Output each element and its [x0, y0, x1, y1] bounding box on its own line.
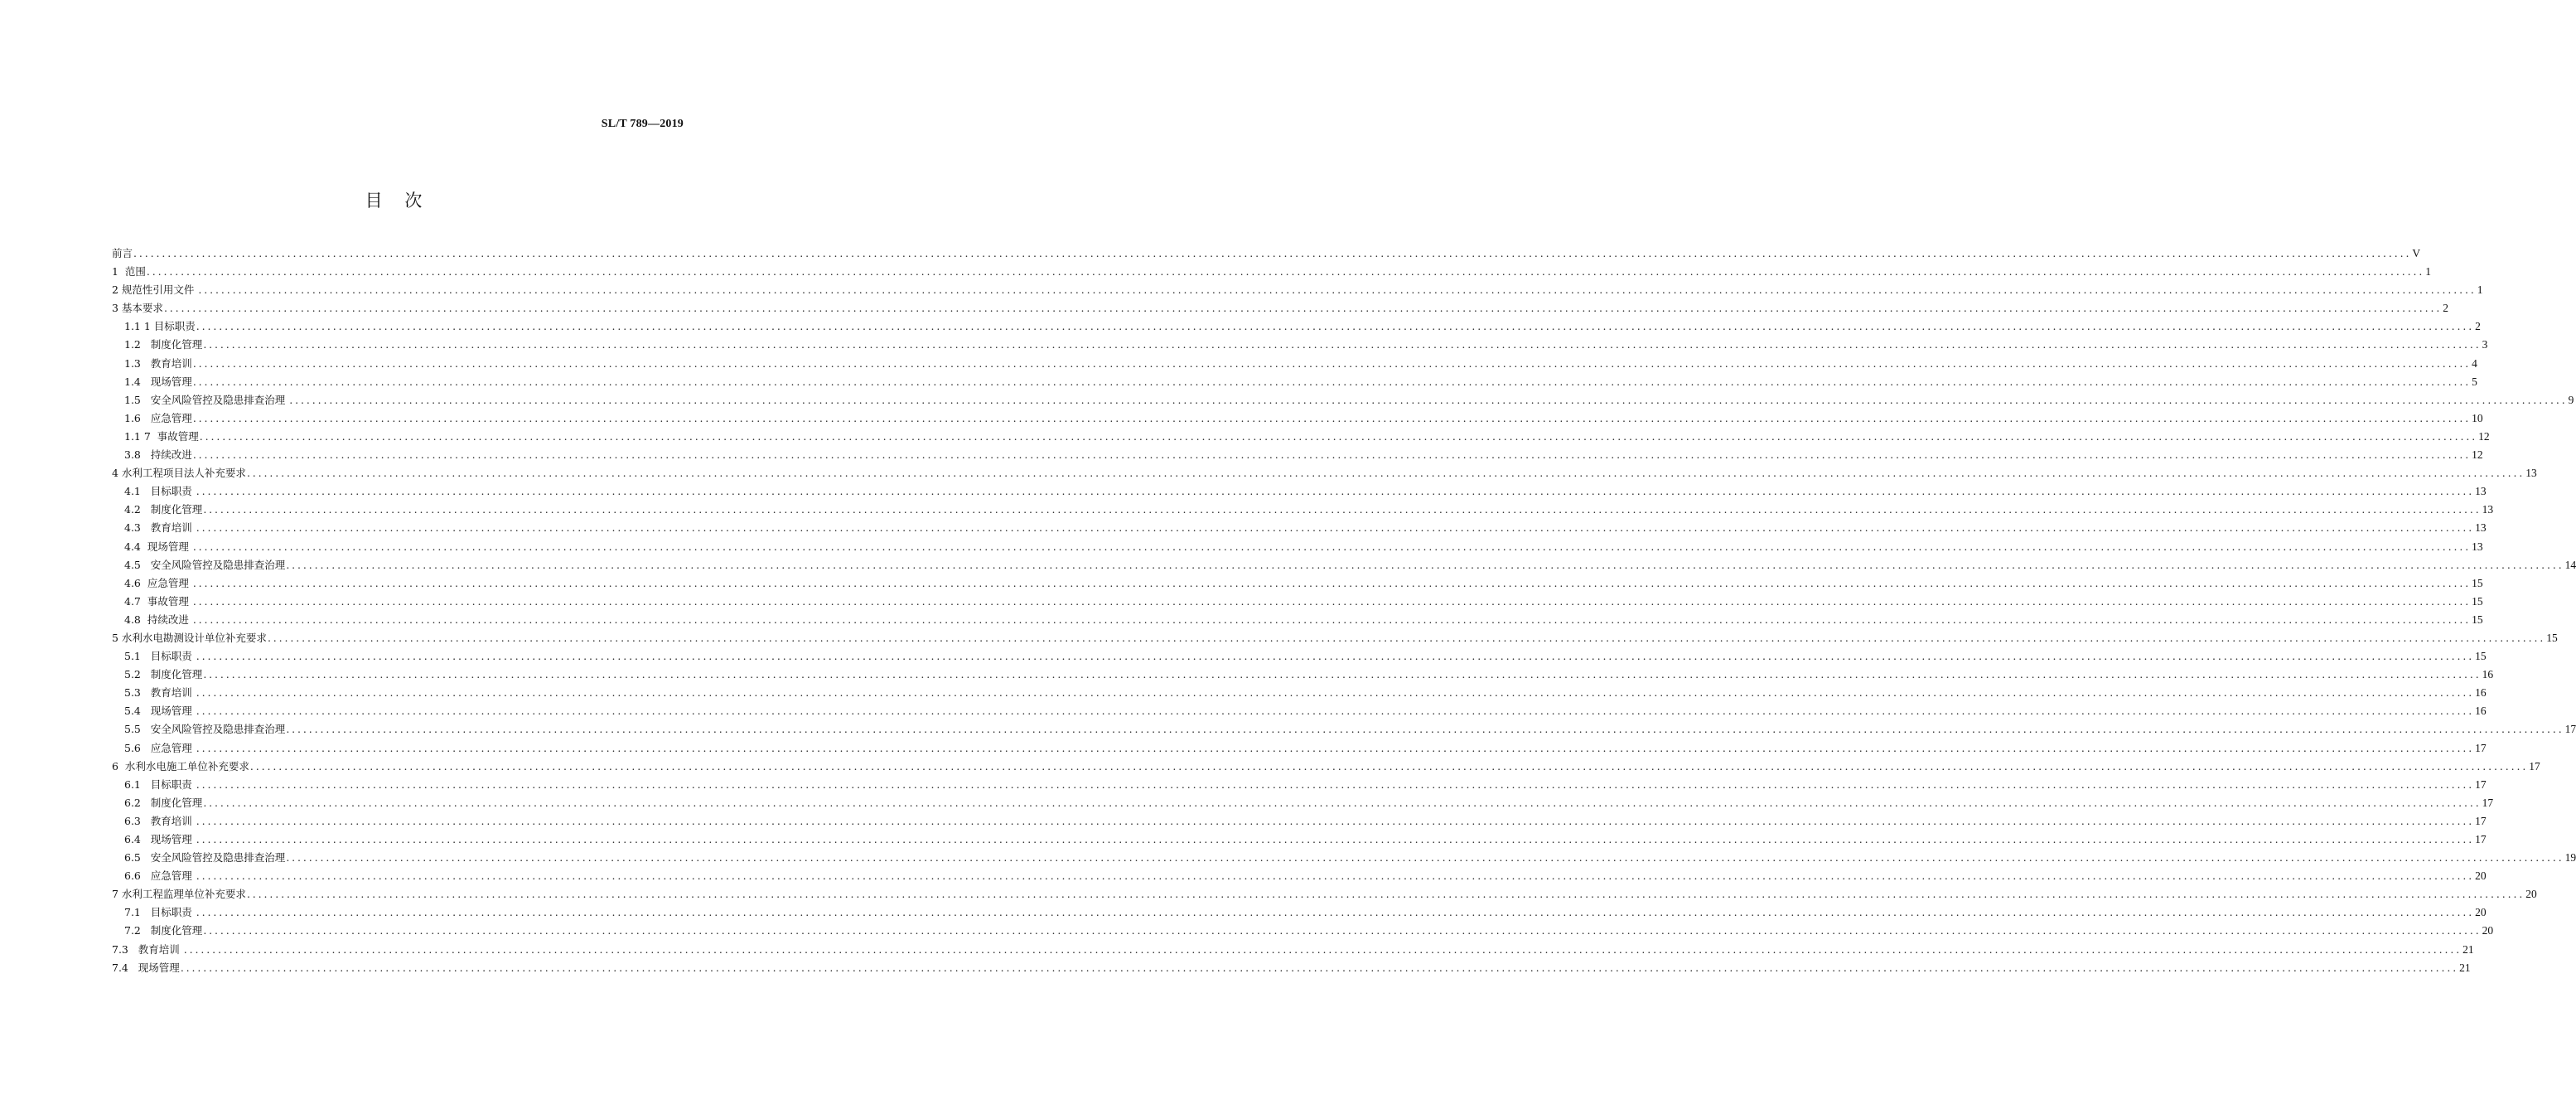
toc-entry-label: 5.3 教育培训: [124, 686, 196, 700]
toc-entry[interactable]: [112, 356, 2477, 374]
toc-dot-leader: ................................................................................................................................................................................................................................................................................................................................................................................................................: [203, 668, 2482, 681]
toc-entry-label: 4.1 目标职责: [124, 485, 196, 498]
table-of-contents: [112, 245, 2576, 978]
toc-entry[interactable]: [112, 648, 2487, 666]
toc-entry-label: 6.1 目标职责: [124, 777, 196, 791]
toc-dot-leader: ................................................................................................................................................................................................................................................................................................................................................................................................................: [196, 814, 2475, 827]
toc-entry-label: 5.2 制度化管理: [124, 668, 203, 681]
toc-entry-page: 15: [2472, 576, 2483, 589]
toc-entry-page: 20: [2525, 888, 2537, 901]
toc-entry-page: 13: [2525, 467, 2537, 480]
toc-entry[interactable]: [112, 300, 2449, 318]
toc-entry-page: 10: [2472, 411, 2483, 424]
toc-entry-label: 6.6 应急管理: [124, 869, 196, 883]
toc-entry[interactable]: [112, 483, 2487, 501]
toc-entry-page: 16: [2475, 705, 2487, 718]
toc-entry-label: 4 水利工程项目法人补充要求: [112, 467, 246, 480]
toc-entry-page: 20: [2482, 924, 2494, 937]
toc-dot-leader: ................................................................................................................................................................................................................................................................................................................................................................................................................: [286, 851, 2564, 865]
toc-entry-label: 1 范围: [112, 265, 146, 278]
toc-entry-page: 17: [2475, 777, 2487, 791]
toc-entry-page: 14: [2564, 558, 2576, 571]
toc-entry-page: 20: [2475, 906, 2487, 919]
toc-entry-page: 1: [2477, 283, 2483, 297]
toc-entry-page: 21: [2462, 942, 2474, 956]
toc-dot-leader: ................................................................................................................................................................................................................................................................................................................................................................................................................: [192, 411, 2472, 424]
toc-entry-page: 16: [2475, 686, 2487, 700]
toc-entry[interactable]: [112, 685, 2487, 703]
toc-entry[interactable]: [112, 520, 2487, 538]
toc-entry-page: 9: [2568, 393, 2574, 406]
toc-entry[interactable]: [112, 868, 2487, 886]
toc-entry-label: 7.1 目标职责: [124, 906, 196, 919]
toc-entry-label: 4.3 教育培训: [124, 521, 196, 535]
toc-entry-page: 17: [2475, 814, 2487, 827]
toc-entry[interactable]: [112, 575, 2483, 593]
toc-entry-label: 7.4 现场管理: [112, 961, 180, 974]
toc-entry-label: 1.3 教育培训: [124, 356, 192, 370]
toc-dot-leader: ................................................................................................................................................................................................................................................................................................................................................................................................................: [286, 723, 2564, 736]
toc-entry-label: 7.2 制度化管理: [124, 924, 203, 937]
toc-entry[interactable]: [112, 374, 2477, 392]
toc-entry-page: 17: [2564, 723, 2576, 736]
toc-entry[interactable]: [112, 721, 2576, 739]
toc-dot-leader: ................................................................................................................................................................................................................................................................................................................................................................................................................: [196, 650, 2475, 663]
toc-entry-page: 15: [2546, 631, 2558, 644]
page-title: 目 次: [365, 191, 431, 211]
toc-entry[interactable]: [112, 795, 2494, 813]
toc-entry-page: 2: [2475, 320, 2481, 333]
toc-entry-page: 17: [2475, 741, 2487, 754]
toc-entry-label: 5.4 现场管理: [124, 705, 196, 718]
toc-dot-leader: ................................................................................................................................................................................................................................................................................................................................................................................................................: [192, 356, 2472, 370]
toc-entry[interactable]: [112, 245, 2421, 264]
toc-entry-label: 1.4 现场管理: [124, 375, 192, 388]
toc-entry-label: 4.8 持续改进: [124, 613, 192, 626]
toc-entry-label: 6.3 教育培训: [124, 814, 196, 827]
toc-entry[interactable]: [112, 758, 2540, 777]
toc-dot-leader: ................................................................................................................................................................................................................................................................................................................................................................................................................: [183, 942, 2462, 956]
toc-entry-label: 1.1 7 事故管理: [124, 429, 199, 443]
toc-entry[interactable]: [112, 831, 2487, 850]
toc-entry[interactable]: [112, 447, 2483, 465]
toc-dot-leader: ................................................................................................................................................................................................................................................................................................................................................................................................................: [249, 759, 2529, 773]
toc-entry-label: 7 水利工程监理单位补充要求: [112, 888, 246, 901]
toc-entry-label: 7.3 教育培训: [112, 942, 183, 956]
toc-entry-page: 12: [2472, 448, 2483, 462]
toc-entry-label: 6.5 安全风险管控及隐患排查治理: [124, 851, 286, 865]
toc-entry-page: 15: [2472, 613, 2483, 626]
toc-entry[interactable]: [112, 904, 2487, 923]
toc-entry-label: 1.5 安全风险管控及隐患排查治理: [124, 393, 289, 406]
toc-entry-label: 4.2 制度化管理: [124, 503, 203, 516]
toc-entry-page: 1: [2425, 265, 2432, 278]
toc-dot-leader: ................................................................................................................................................................................................................................................................................................................................................................................................................: [196, 833, 2475, 845]
toc-entry-page: 13: [2475, 521, 2487, 535]
toc-entry[interactable]: [112, 850, 2576, 868]
toc-entry[interactable]: [112, 429, 2490, 447]
toc-entry[interactable]: [112, 923, 2494, 941]
toc-entry[interactable]: [112, 740, 2487, 758]
toc-entry[interactable]: [112, 630, 2558, 648]
toc-entry[interactable]: [112, 960, 2471, 978]
toc-dot-leader: ................................................................................................................................................................................................................................................................................................................................................................................................................: [192, 594, 2472, 608]
toc-entry-label: 3 基本要求: [112, 302, 163, 315]
toc-entry-label: 6 水利水电施工单位补充要求: [112, 759, 249, 773]
toc-entry-page: 17: [2529, 759, 2540, 773]
toc-entry[interactable]: [112, 612, 2483, 630]
toc-entry-label: 5 水利水电勘测设计单位补充要求: [112, 631, 267, 644]
toc-entry-page: V: [2412, 247, 2421, 259]
toc-dot-leader: ................................................................................................................................................................................................................................................................................................................................................................................................................: [196, 741, 2475, 754]
toc-dot-leader: ................................................................................................................................................................................................................................................................................................................................................................................................................: [196, 705, 2475, 718]
document-code: SL/T 789—2019: [601, 118, 684, 130]
toc-entry-label: 5.1 目标职责: [124, 650, 196, 663]
toc-entry[interactable]: [112, 282, 2483, 300]
toc-entry-label: 4.7 事故管理: [124, 594, 192, 608]
toc-entry[interactable]: [112, 666, 2494, 685]
toc-dot-leader: ................................................................................................................................................................................................................................................................................................................................................................................................................: [180, 961, 2459, 974]
toc-entry[interactable]: [112, 593, 2483, 612]
toc-dot-leader: ................................................................................................................................................................................................................................................................................................................................................................................................................: [196, 521, 2475, 535]
toc-dot-leader: ................................................................................................................................................................................................................................................................................................................................................................................................................: [192, 576, 2472, 589]
toc-dot-leader: ................................................................................................................................................................................................................................................................................................................................................................................................................: [203, 338, 2482, 351]
toc-entry-label: 3.8 持续改进: [124, 448, 192, 462]
toc-entry[interactable]: [112, 777, 2487, 795]
toc-dot-leader: ................................................................................................................................................................................................................................................................................................................................................................................................................: [203, 924, 2482, 937]
toc-entry-label: 5.6 应急管理: [124, 741, 196, 754]
toc-dot-leader: ................................................................................................................................................................................................................................................................................................................................................................................................................: [196, 906, 2475, 919]
toc-dot-leader: ................................................................................................................................................................................................................................................................................................................................................................................................................: [199, 429, 2478, 443]
toc-dot-leader: ................................................................................................................................................................................................................................................................................................................................................................................................................: [286, 558, 2564, 571]
toc-dot-leader: ................................................................................................................................................................................................................................................................................................................................................................................................................: [133, 247, 2412, 259]
toc-entry-page: 2: [2443, 302, 2449, 315]
toc-entry-label: 5.5 安全风险管控及隐患排查治理: [124, 723, 286, 736]
toc-dot-leader: ................................................................................................................................................................................................................................................................................................................................................................................................................: [192, 540, 2472, 553]
toc-entry-label: 1.6 应急管理: [124, 411, 192, 424]
toc-entry-label: 1.2 制度化管理: [124, 338, 203, 351]
toc-dot-leader: ................................................................................................................................................................................................................................................................................................................................................................................................................: [192, 448, 2472, 462]
toc-dot-leader: ................................................................................................................................................................................................................................................................................................................................................................................................................: [196, 320, 2475, 333]
toc-entry-label: 前言: [112, 247, 133, 259]
toc-entry[interactable]: [112, 557, 2576, 575]
toc-entry[interactable]: [112, 886, 2537, 904]
toc-entry[interactable]: [112, 942, 2474, 960]
toc-entry[interactable]: [112, 813, 2487, 831]
toc-dot-leader: ................................................................................................................................................................................................................................................................................................................................................................................................................: [246, 467, 2525, 480]
toc-dot-leader: ................................................................................................................................................................................................................................................................................................................................................................................................................: [198, 283, 2477, 297]
toc-dot-leader: ................................................................................................................................................................................................................................................................................................................................................................................................................: [196, 485, 2475, 498]
toc-dot-leader: ................................................................................................................................................................................................................................................................................................................................................................................................................: [267, 631, 2546, 644]
toc-dot-leader: ................................................................................................................................................................................................................................................................................................................................................................................................................: [192, 375, 2472, 388]
toc-entry[interactable]: [112, 264, 2432, 282]
toc-entry-page: 15: [2472, 594, 2483, 608]
toc-dot-leader: ................................................................................................................................................................................................................................................................................................................................................................................................................: [196, 869, 2475, 883]
toc-entry-label: 4.5 安全风险管控及隐患排查治理: [124, 558, 286, 571]
toc-entry-page: 17: [2475, 833, 2487, 845]
toc-dot-leader: ................................................................................................................................................................................................................................................................................................................................................................................................................: [203, 796, 2482, 809]
toc-entry[interactable]: [112, 703, 2487, 721]
toc-entry-page: 17: [2482, 796, 2494, 809]
toc-entry-page: 15: [2475, 650, 2487, 663]
toc-entry-page: 21: [2459, 961, 2471, 974]
toc-dot-leader: ................................................................................................................................................................................................................................................................................................................................................................................................................: [196, 777, 2475, 791]
toc-entry-page: 20: [2475, 869, 2487, 883]
toc-dot-leader: ................................................................................................................................................................................................................................................................................................................................................................................................................: [163, 302, 2443, 315]
toc-entry-page: 13: [2472, 540, 2483, 553]
toc-entry-label: 6.2 制度化管理: [124, 796, 203, 809]
toc-dot-leader: ................................................................................................................................................................................................................................................................................................................................................................................................................: [246, 888, 2525, 901]
toc-entry[interactable]: [112, 337, 2488, 355]
toc-entry[interactable]: [112, 318, 2481, 337]
toc-entry-page: 12: [2478, 429, 2490, 443]
toc-entry-page: 19: [2564, 851, 2576, 865]
toc-entry-page: 13: [2475, 485, 2487, 498]
toc-entry-label: 2 规范性引用文件: [112, 283, 198, 297]
toc-dot-leader: ................................................................................................................................................................................................................................................................................................................................................................................................................: [289, 393, 2568, 406]
toc-dot-leader: ................................................................................................................................................................................................................................................................................................................................................................................................................: [192, 613, 2472, 626]
toc-entry[interactable]: [112, 392, 2574, 410]
toc-entry[interactable]: [112, 539, 2483, 557]
toc-entry-label: 1.1 1 目标职责: [124, 320, 196, 333]
toc-entry-label: 4.6 应急管理: [124, 576, 192, 589]
toc-entry-page: 3: [2482, 338, 2488, 351]
toc-entry-label: 6.4 现场管理: [124, 833, 196, 845]
toc-entry[interactable]: [112, 410, 2483, 429]
toc-entry[interactable]: [112, 465, 2537, 483]
toc-dot-leader: ................................................................................................................................................................................................................................................................................................................................................................................................................: [196, 686, 2475, 700]
toc-dot-leader: ................................................................................................................................................................................................................................................................................................................................................................................................................: [203, 503, 2482, 516]
toc-entry-page: 16: [2482, 668, 2494, 681]
toc-dot-leader: ................................................................................................................................................................................................................................................................................................................................................................................................................: [146, 265, 2425, 278]
toc-entry-page: 5: [2472, 375, 2477, 388]
toc-entry[interactable]: [112, 501, 2494, 520]
toc-entry-page: 13: [2482, 503, 2494, 516]
toc-entry-label: 4.4 现场管理: [124, 540, 192, 553]
toc-entry-page: 4: [2472, 356, 2477, 370]
